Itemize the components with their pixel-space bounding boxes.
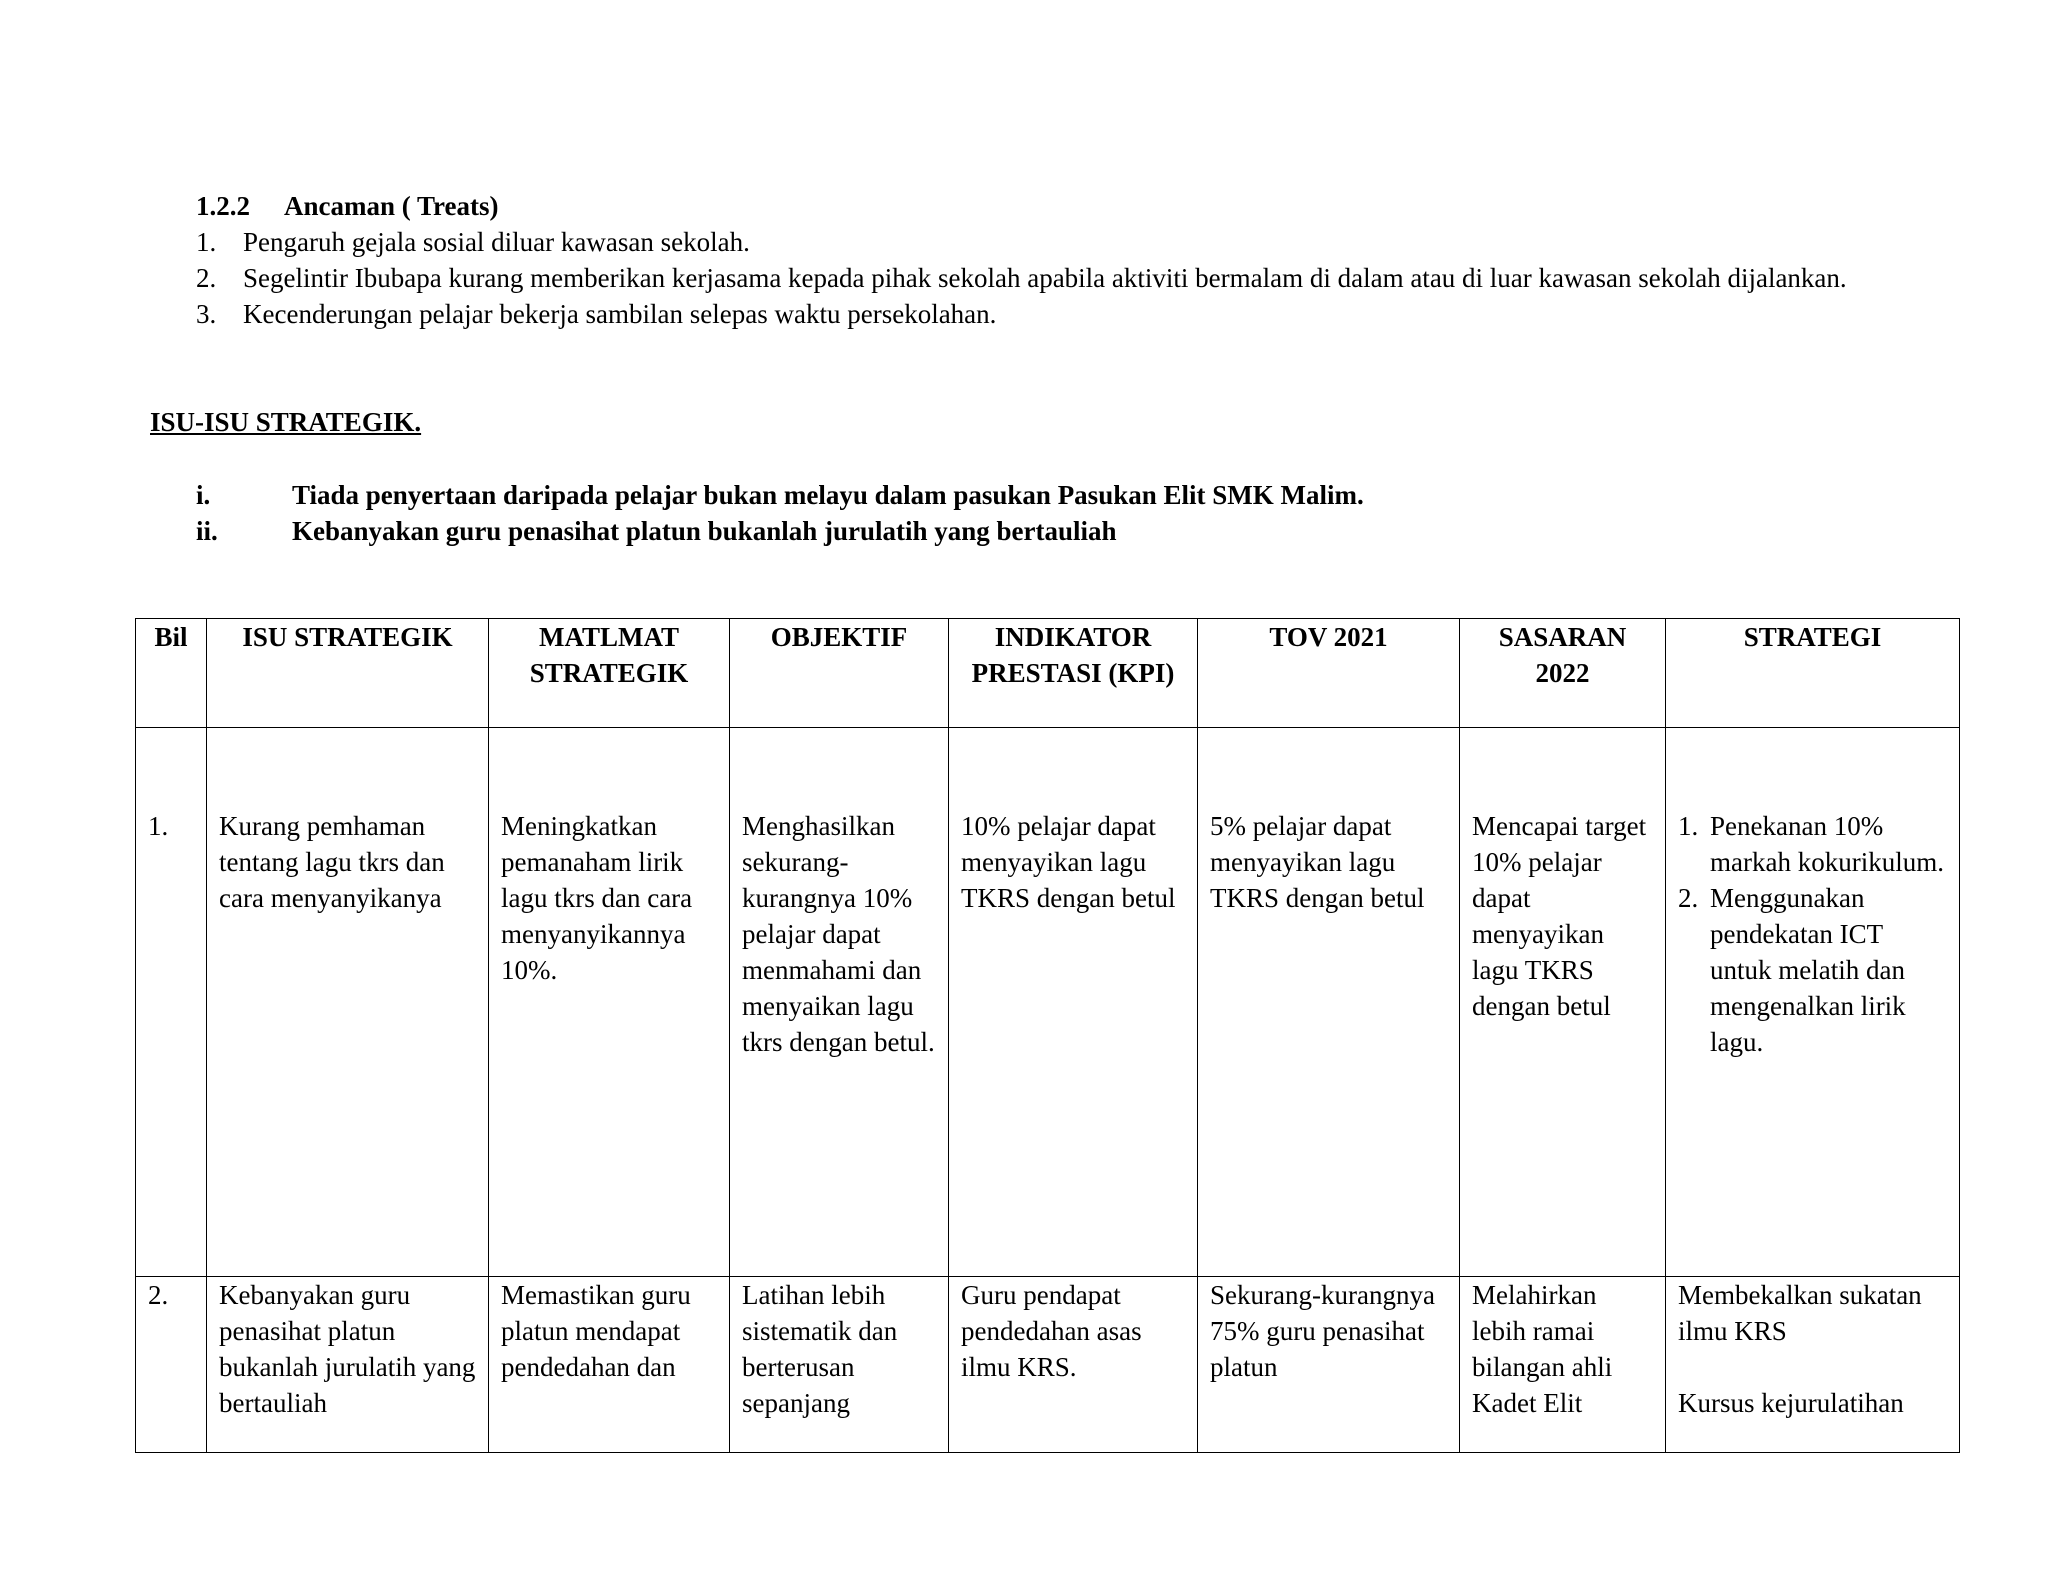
strategic-issues-list — [196, 477, 1364, 549]
cell-bil: 1. — [136, 728, 207, 1277]
cell-indikator-prestasi-text: Guru pendapat pendedahan asas ilmu KRS. — [961, 1280, 1142, 1382]
cell-matlmat-strategik-text: Memastikan guru platun mendapat pendedahan dan — [501, 1280, 691, 1382]
threats-section — [196, 188, 1896, 332]
table-header-row — [136, 619, 1960, 728]
strategic-issues-title: ISU-ISU STRATEGIK. — [150, 407, 422, 437]
cell-tov-2021-text: Sekurang-kurangnya 75% guru penasihat platun — [1210, 1280, 1435, 1382]
header-indikator-prestasi: INDIKATOR PRESTASI (KPI) — [949, 619, 1198, 728]
strategic-issue-marker: i. — [196, 480, 211, 510]
strategy-table — [135, 618, 1960, 1453]
header-strategi: STRATEGI — [1666, 619, 1960, 728]
cell-sasaran-2022-text: Melahirkan lebih ramai bilangan ahli Kadet Elit — [1472, 1280, 1613, 1418]
header-sasaran-2022: SASARAN 2022 — [1460, 619, 1666, 728]
strategic-issue-marker: ii. — [196, 516, 218, 546]
strategic-issue-item — [196, 513, 1364, 549]
strategic-issue-text: Tiada penyertaan daripada pelajar bukan melayu dalam pasukan Pasukan Elit SMK Malim. — [292, 480, 1364, 510]
paragraph-gap — [1678, 1349, 1947, 1385]
cell-matlmat-strategik: Meningkatkan pemanaham lirik lagu tkrs dan cara menyanyikannya 10%. — [489, 728, 730, 1277]
strategi-item-text: Penekanan 10% markah kokurikulum. — [1710, 811, 1944, 877]
cell-sasaran-2022 — [1460, 1277, 1666, 1453]
table-row — [136, 728, 1960, 1277]
cell-strategi-content — [1678, 1277, 1947, 1452]
threat-item — [196, 224, 1883, 260]
strategi-line: Membekalkan sukatan ilmu KRS — [1678, 1280, 1922, 1346]
cell-strategi — [1666, 1277, 1960, 1453]
threats-heading-number: 1.2.2 — [196, 191, 250, 221]
threat-item-marker: 3. — [196, 299, 217, 329]
cell-isu-strategik-text: Kebanyakan guru penasihat platun bukanlah jurulatih yang bertauliah — [219, 1280, 476, 1418]
cell-indikator-prestasi — [949, 1277, 1198, 1453]
header-isu-strategik: ISU STRATEGIK — [207, 619, 489, 728]
strategi-item-text: Menggunakan pendekatan ICT untuk melatih dan mengenalkan lirik lagu. — [1710, 883, 1906, 1057]
strategi-line: Kursus kejurulatihan — [1678, 1388, 1904, 1418]
strategic-issue-text: Kebanyakan guru penasihat platun bukanlah jurulatih yang bertauliah — [292, 516, 1117, 546]
cell-tov-2021 — [1198, 1277, 1460, 1453]
cell-bil-text: 2. — [148, 1280, 169, 1310]
cell-bil — [136, 1277, 207, 1453]
cell-tov-2021: 5% pelajar dapat menyayikan lagu TKRS dengan betul — [1198, 728, 1460, 1277]
cell-objektif — [730, 1277, 949, 1453]
strategi-item-marker: 2. — [1678, 883, 1699, 913]
strategic-issue-item — [196, 477, 1364, 513]
cell-isu-strategik: Kurang pemhaman tentang lagu tkrs dan cara menyanyikanya — [207, 728, 489, 1277]
strategi-item — [1678, 880, 1947, 1060]
header-objektif: OBJEKTIF — [730, 619, 949, 728]
cell-isu-strategik — [207, 1277, 489, 1453]
threat-item-text: Pengaruh gejala sosial diluar kawasan sekolah. — [243, 227, 750, 257]
cell-strategi — [1666, 728, 1960, 1277]
cell-indikator-prestasi: 10% pelajar dapat menyayikan lagu TKRS dengan betul — [949, 728, 1198, 1277]
header-matlmat-strategik: MATLMAT STRATEGIK — [489, 619, 730, 728]
threats-heading — [196, 188, 1896, 224]
header-bil: Bil — [136, 619, 207, 728]
cell-matlmat-strategik — [489, 1277, 730, 1453]
strategi-list — [1678, 808, 1947, 1060]
header-tov-2021: TOV 2021 — [1198, 619, 1460, 728]
threat-item-marker: 2. — [196, 263, 217, 293]
threat-item — [196, 260, 1883, 296]
strategi-item-marker: 1. — [1678, 811, 1699, 841]
threats-heading-title: Ancaman ( Treats) — [284, 191, 499, 221]
threats-list — [196, 224, 1896, 332]
threat-item-marker: 1. — [196, 227, 217, 257]
cell-objektif: Menghasilkan sekurang-kurangnya 10% pelajar dapat menmahami dan menyaikan lagu tkrs dengan betul. — [730, 728, 949, 1277]
table-row — [136, 1277, 1960, 1453]
threat-item-text: Kecenderungan pelajar bekerja sambilan selepas waktu persekolahan. — [243, 299, 997, 329]
cell-sasaran-2022: Mencapai target 10% pelajar dapat menyayikan lagu TKRS dengan betul — [1460, 728, 1666, 1277]
strategi-item — [1678, 808, 1947, 880]
cell-objektif-text: Latihan lebih sistematik dan berterusan sepanjang — [742, 1280, 898, 1418]
threat-item-text: Segelintir Ibubapa kurang memberikan kerjasama kepada pihak sekolah apabila aktiviti bermalam di dalam atau di luar kawasan sekolah dijalankan. — [243, 263, 1847, 293]
threat-item — [196, 296, 1883, 332]
